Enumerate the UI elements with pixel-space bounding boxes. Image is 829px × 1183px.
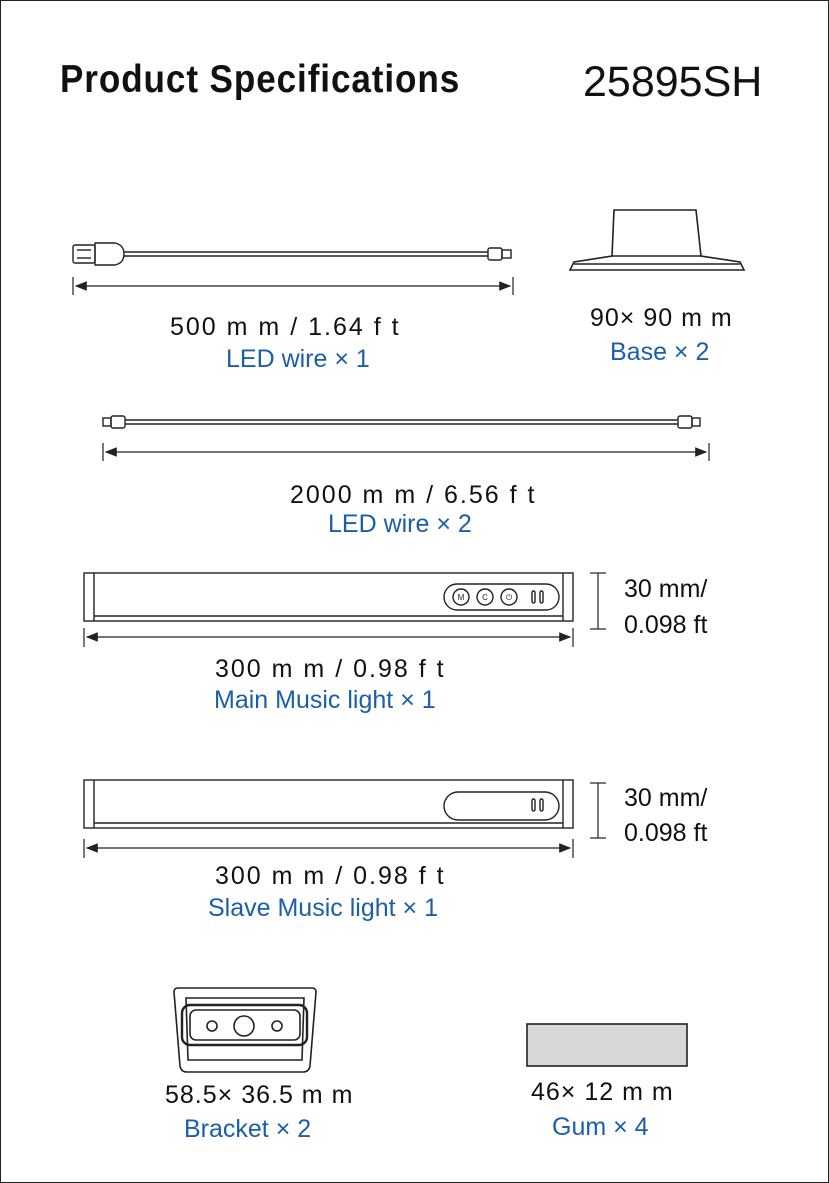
model-number: 25895SH <box>583 58 763 106</box>
slave-light-height-line2: 0.098 ft <box>624 819 708 847</box>
svg-text:M: M <box>457 593 465 602</box>
short-wire-dimension: 500 m m / 1.64 f t <box>170 313 401 341</box>
gum-name: Gum × 4 <box>552 1113 649 1141</box>
gum-dimension: 46× 12 m m <box>531 1078 674 1106</box>
svg-text:⏻: ⏻ <box>505 593 513 602</box>
svg-text:C: C <box>482 593 488 602</box>
long-wire-name: LED wire × 2 <box>328 510 472 538</box>
main-light-height-line1: 30 mm/ <box>624 575 708 603</box>
slave-light-dimension: 300 m m / 0.98 f t <box>215 862 446 890</box>
base-name: Base × 2 <box>610 338 710 366</box>
bracket-name: Bracket × 2 <box>184 1115 312 1143</box>
page-title: Product Specifications <box>60 58 461 101</box>
base-drawing <box>570 210 744 270</box>
long-wire-dimension-line <box>103 443 709 461</box>
slave-light-drawing <box>84 780 573 828</box>
slave-light-name: Slave Music light × 1 <box>208 894 438 922</box>
long-wire-dimension: 2000 m m / 6.56 f t <box>290 481 537 509</box>
short-wire-name: LED wire × 1 <box>226 345 370 373</box>
bracket-drawing <box>174 988 316 1072</box>
gum-drawing <box>527 1024 687 1066</box>
main-light-name: Main Music light × 1 <box>214 686 436 714</box>
long-led-wire-drawing <box>103 416 700 428</box>
main-light-drawing <box>84 573 573 621</box>
main-light-button-glyphs <box>458 593 513 602</box>
main-light-dimension: 300 m m / 0.98 f t <box>215 655 446 683</box>
main-light-height-line2: 0.098 ft <box>624 611 708 639</box>
base-dimension: 90× 90 m m <box>590 304 733 332</box>
short-wire-dimension-line <box>73 277 513 295</box>
bracket-dimension: 58.5× 36.5 m m <box>165 1081 354 1109</box>
short-led-wire-drawing <box>73 243 511 265</box>
slave-light-height-line1: 30 mm/ <box>624 784 708 812</box>
